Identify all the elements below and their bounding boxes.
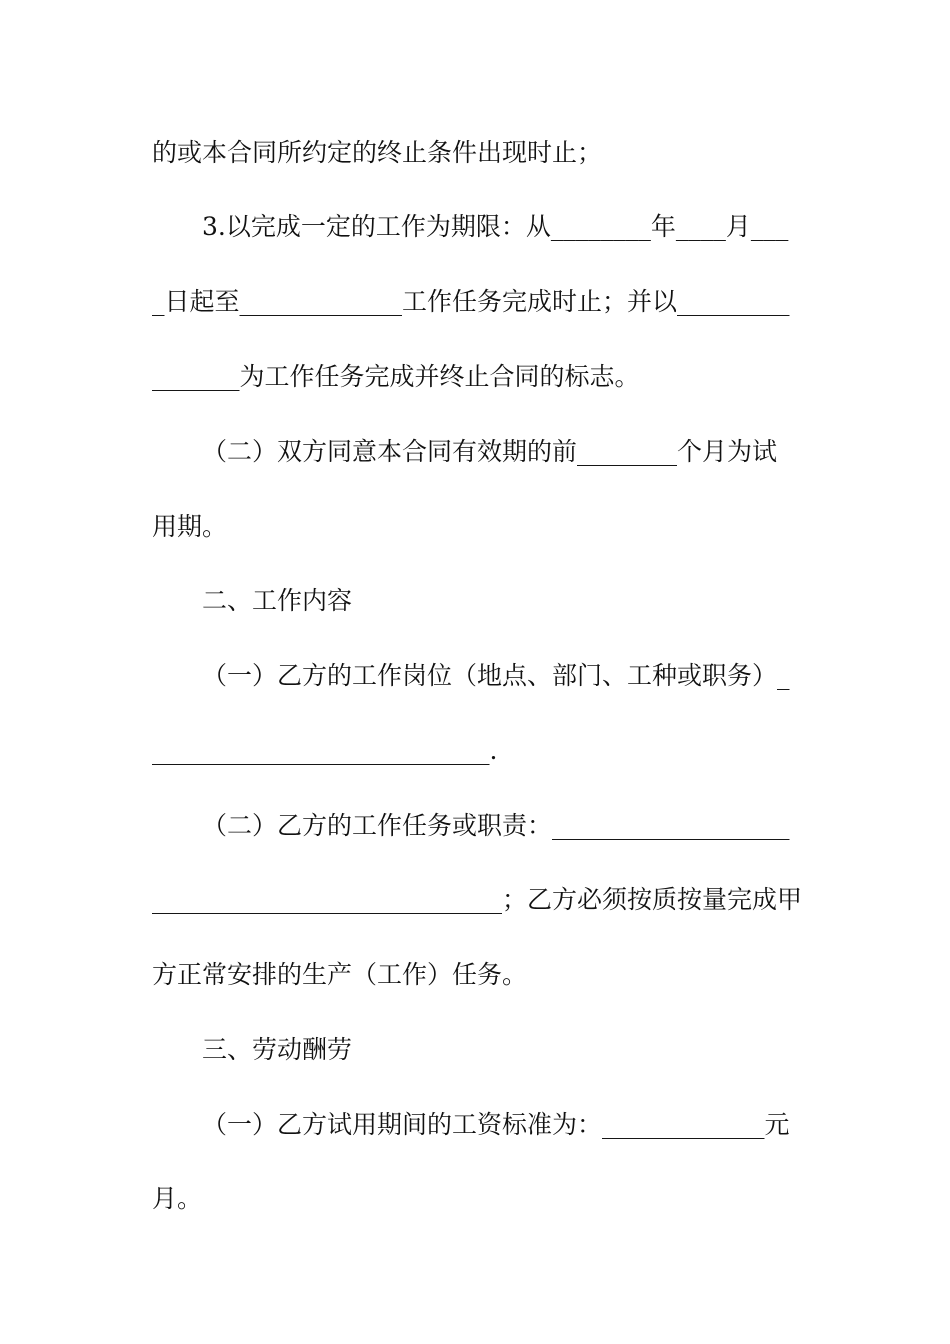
text-line-3: _日起至_____________工作任务完成时止；并以_________ [152, 287, 790, 316]
section-heading-labor-pay: 三、劳动酬劳 [202, 1035, 353, 1064]
section-heading-work-content: 二、工作内容 [202, 586, 353, 615]
text-line-14: （一）乙方试用期间的工资标准为：_____________元 [202, 1110, 790, 1139]
text-line-9: ___________________________. [152, 736, 498, 765]
text-line-2: 3.以完成一定的工作为期限：从________年____月___ [202, 212, 789, 241]
text-line-12: 方正常安排的生产（工作）任务。 [152, 960, 528, 989]
text-line-10: （二）乙方的工作任务或职责：___________________ [202, 811, 790, 840]
text-line-5: （二）双方同意本合同有效期的前________个月为试 [202, 437, 778, 466]
text-line-1: 的或本合同所约定的终止条件出现时止； [152, 138, 603, 167]
text-line-4: _______为工作任务完成并终止合同的标志。 [152, 362, 640, 391]
text-line-8: （一）乙方的工作岗位（地点、部门、工种或职务）_ [202, 661, 790, 690]
text-line-11: ____________________________；乙方必须按质按量完成甲 [152, 885, 803, 914]
text-line-15: 月。 [152, 1184, 203, 1213]
text-line-6: 用期。 [152, 512, 228, 541]
